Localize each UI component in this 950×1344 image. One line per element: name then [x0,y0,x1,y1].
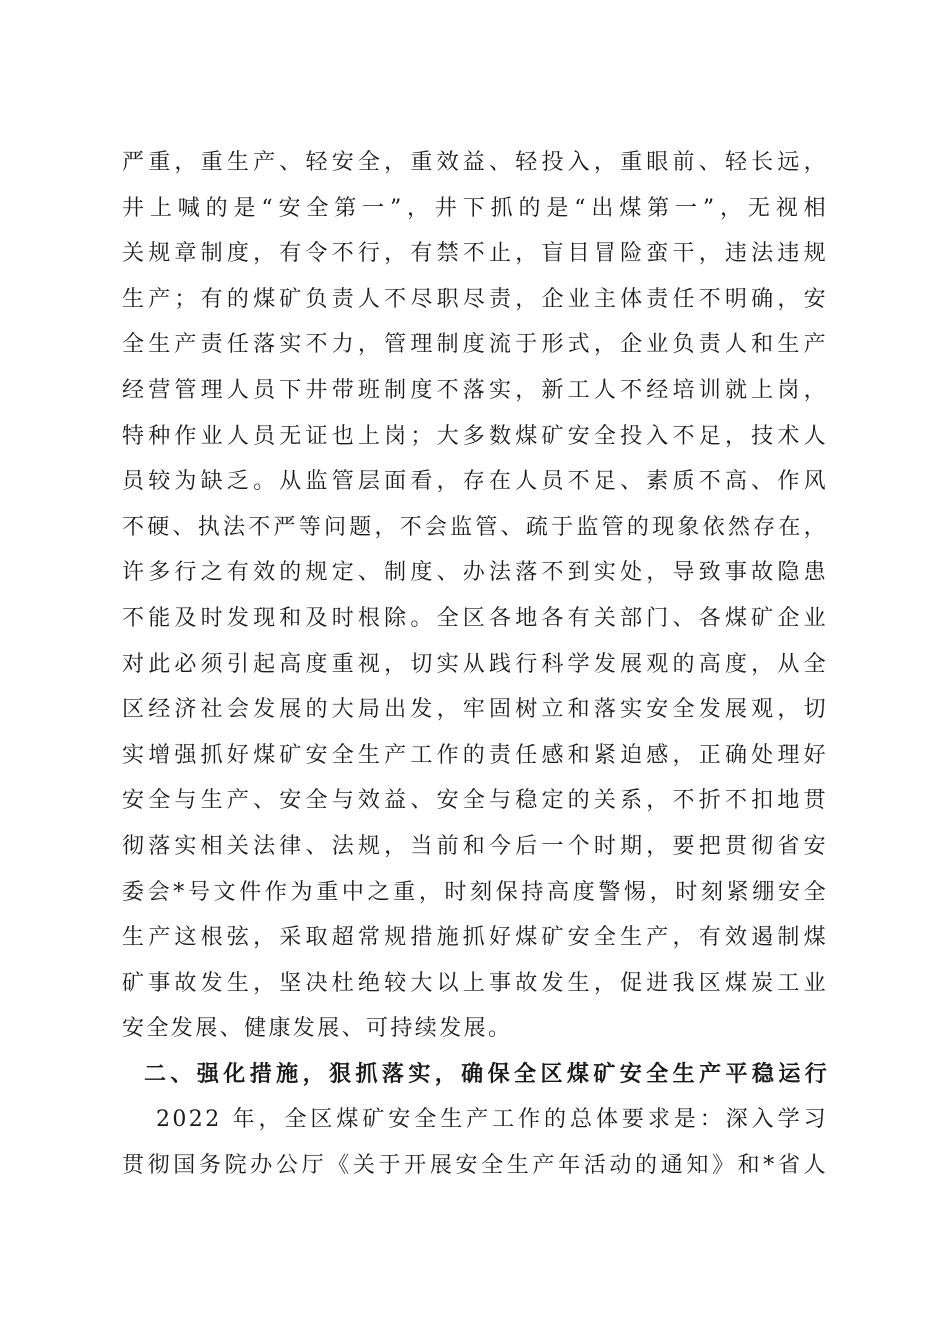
section-heading: 二、强化措施，狠抓落实，确保全区煤矿安全生产平稳运行 [144,1061,828,1087]
text-line: 对此必须引起高度重视，切实从践行科学发展观的高度，从全 [122,651,828,677]
text-line: 区经济社会发展的大局出发，牢固树立和落实安全发展观，切 [122,697,828,723]
text-line: 全生产责任落实不力，管理制度流于形式，企业负责人和生产 [122,332,828,358]
paragraph-2 [122,1097,828,1188]
text-line: 生产这根弦，采取超常规措施抓好煤矿安全生产，有效遏制煤 [122,925,828,951]
text-line: 实增强抓好煤矿安全生产工作的责任感和紧迫感，正确处理好 [122,742,828,768]
text-line: 2022 年，全区煤矿安全生产工作的总体要求是：深入学习 [156,1107,828,1133]
text-line: 不能及时发现和及时根除。全区各地各有关部门、各煤矿企业 [122,605,828,631]
text-line: 井上喊的是“安全第一”，井下抓的是“出煤第一”，无视相 [122,195,828,221]
paragraph-1 [122,140,828,1052]
text-line: 许多行之有效的规定、制度、办法落不到实处，导致事故隐患 [122,560,828,586]
text-line: 委会*号文件作为重中之重，时刻保持高度警惕，时刻紧绷安全 [122,879,828,905]
text-line: 不硬、执法不严等问题，不会监管、疏于监管的现象依然存在， [122,514,828,540]
text-line: 矿事故发生，坚决杜绝较大以上事故发生，促进我区煤炭工业 [122,970,828,996]
text-line: 生产；有的煤矿负责人不尽职尽责，企业主体责任不明确，安 [122,286,828,312]
text-line: 贯彻国务院办公厅《关于开展安全生产年活动的通知》和*省人 [122,1153,828,1179]
text-line: 彻落实相关法律、法规，当前和今后一个时期，要把贯彻省安 [122,833,828,859]
text-line: 特种作业人员无证也上岗；大多数煤矿安全投入不足，技术人 [122,423,828,449]
text-line: 安全与生产、安全与效益、安全与稳定的关系，不折不扣地贯 [122,788,828,814]
text-line: 员较为缺乏。从监管层面看，存在人员不足、素质不高、作风 [122,469,828,495]
text-line: 经营管理人员下井带班制度不落实，新工人不经培训就上岗， [122,377,828,403]
text-line: 安全发展、健康发展、可持续发展。 [122,1016,513,1042]
document-body [122,140,828,1189]
text-line: 严重，重生产、轻安全，重效益、轻投入，重眼前、轻长远， [122,150,828,175]
text-line: 关规章制度，有令不行，有禁不止，盲目冒险蛮干，违法违规 [122,241,828,267]
